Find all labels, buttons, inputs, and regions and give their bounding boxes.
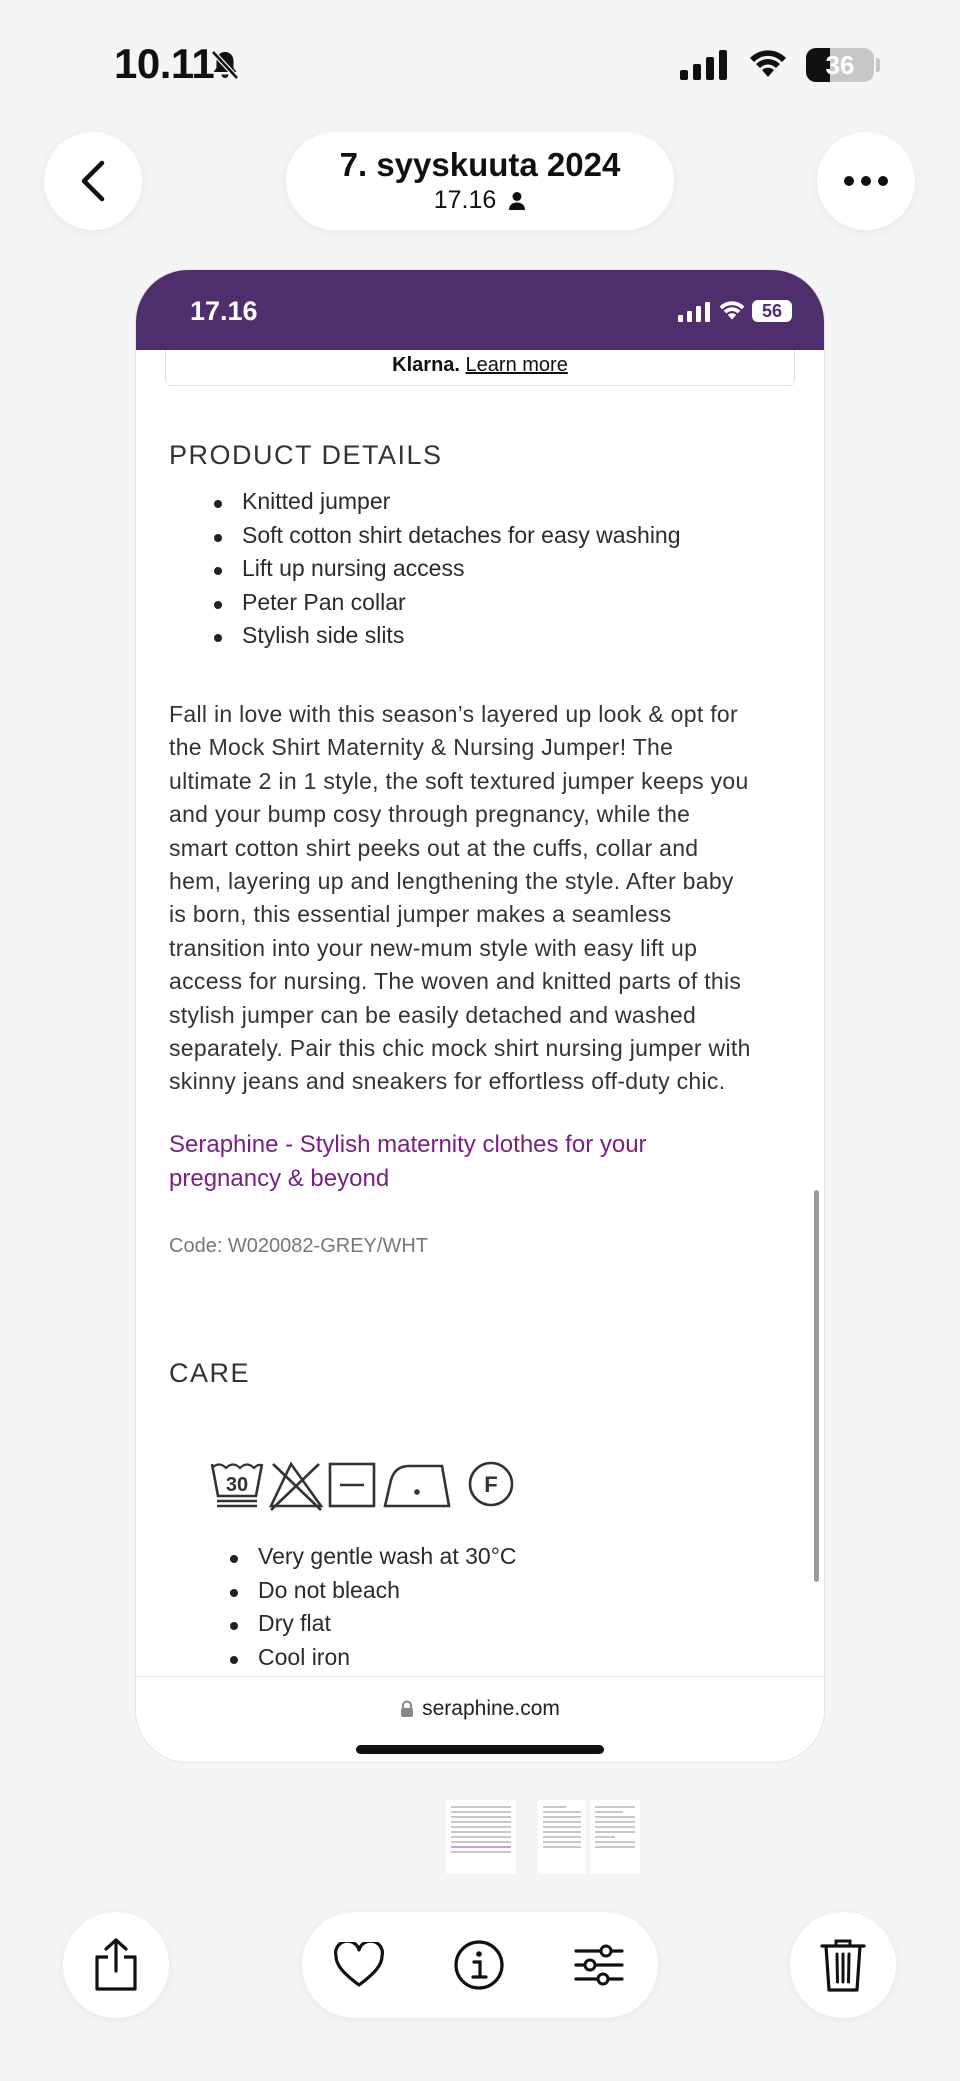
thumbnail-previous[interactable] — [446, 1800, 516, 1874]
product-code: Code: W020082-GREY/WHT — [169, 1235, 428, 1257]
description-line: transition into your new-mum style with easy lift up — [169, 934, 698, 961]
klarna-banner — [165, 350, 795, 386]
dry-flat-icon — [330, 1464, 374, 1506]
info-icon — [453, 1939, 505, 1991]
wash-30-gentle-icon — [212, 1464, 262, 1506]
photo-time: 17.16 — [433, 186, 497, 214]
wifi-icon — [748, 47, 788, 79]
inner-status-bar — [136, 270, 824, 350]
cool-iron-icon — [385, 1466, 449, 1506]
description-line: stylish jumper can be easily detached and washed — [169, 1001, 697, 1028]
klarna-logo: Klarna. — [392, 354, 460, 376]
bell-slash-icon — [208, 48, 242, 82]
product-description — [169, 698, 799, 1099]
description-line: the Mock Shirt Maternity & Nursing Jumper! The — [169, 734, 674, 761]
url-display[interactable] — [136, 1697, 824, 1721]
more-options-button[interactable] — [817, 132, 915, 230]
description-line: hem, layering up and lengthening the style. After baby — [169, 868, 734, 895]
svg-text:F: F — [484, 1472, 498, 1497]
adjust-button[interactable] — [568, 1934, 630, 1996]
delete-button[interactable] — [790, 1912, 896, 2018]
photo-info-title[interactable] — [286, 132, 674, 230]
inner-signal-icon — [678, 302, 710, 322]
thumbnail-current[interactable] — [538, 1800, 586, 1874]
klarna-learn-more-link[interactable]: Learn more — [465, 354, 568, 376]
care-instruction-item: Do not bleach — [258, 1577, 517, 1611]
person-icon — [508, 191, 526, 211]
dry-clean-f-icon — [470, 1463, 512, 1505]
screenshot-image[interactable] — [136, 270, 824, 1762]
care-instruction-item: Cool iron — [258, 1644, 517, 1677]
photo-date: 7. syyskuuta 2024 — [339, 146, 621, 183]
tagline-line: pregnancy & beyond — [169, 1164, 390, 1192]
share-icon — [93, 1937, 139, 1993]
product-detail-item: Knitted jumper — [242, 488, 681, 522]
description-line: and your bump cosy through pregnancy, while the — [169, 801, 691, 828]
product-detail-item: Peter Pan collar — [242, 589, 681, 623]
heart-icon — [333, 1942, 385, 1988]
svg-text:30: 30 — [225, 1474, 249, 1496]
photo-time-row — [286, 186, 674, 215]
care-heading: CARE — [169, 1358, 251, 1388]
trash-icon — [820, 1937, 866, 1993]
thumbnail-next[interactable] — [590, 1800, 640, 1874]
description-line: ultimate 2 in 1 style, the soft textured jumper keeps you — [169, 767, 749, 794]
description-line: smart cotton shirt peeks out at the cuffs, collar and — [169, 834, 699, 861]
tagline-line: Seraphine - Stylish maternity clothes for your — [169, 1131, 647, 1158]
care-instructions-list — [258, 1543, 517, 1676]
description-line: separately. Pair this chic mock shirt nursing jumper with — [169, 1035, 751, 1062]
inner-status-time: 17.16 — [190, 296, 258, 326]
info-button[interactable] — [448, 1934, 510, 1996]
product-detail-item: Lift up nursing access — [242, 555, 681, 589]
description-line: is born, this essential jumper makes a seamless — [169, 901, 672, 928]
cellular-signal-icon — [680, 50, 730, 80]
lock-icon — [400, 1700, 414, 1718]
share-button[interactable] — [63, 1912, 169, 2018]
description-line: skinny jeans and sneakers for effortless off-duty chic. — [169, 1068, 726, 1095]
description-line: Fall in love with this season’s layered up look & opt for — [169, 701, 738, 727]
care-symbols — [209, 1458, 529, 1518]
inner-wifi-icon — [718, 299, 746, 321]
do-not-bleach-icon — [271, 1464, 321, 1510]
battery-percent: 36 — [825, 50, 855, 80]
browser-url-bar[interactable] — [136, 1676, 824, 1762]
photo-action-group — [302, 1912, 658, 2018]
status-time: 10.11 — [114, 40, 215, 87]
product-details-list — [242, 488, 681, 656]
home-indicator — [356, 1745, 604, 1754]
web-page-content[interactable] — [136, 350, 824, 1676]
chevron-left-icon — [76, 159, 110, 203]
url-text: seraphine.com — [422, 1697, 560, 1720]
ellipsis-icon — [843, 175, 889, 187]
back-button[interactable] — [44, 132, 142, 230]
product-detail-item: Stylish side slits — [242, 622, 681, 656]
care-instruction-item: Very gentle wash at 30°C — [258, 1543, 517, 1577]
product-detail-item: Soft cotton shirt detaches for easy washing — [242, 522, 681, 556]
page-scrollbar[interactable] — [814, 1190, 819, 1582]
inner-battery: 56 — [752, 300, 792, 322]
description-line: access for nursing. The woven and knitted parts of this — [169, 968, 742, 995]
battery-indicator — [806, 48, 874, 82]
product-details-heading: PRODUCT DETAILS — [169, 440, 443, 470]
favorite-button[interactable] — [328, 1934, 390, 1996]
brand-tagline-link[interactable] — [169, 1128, 729, 1195]
care-instruction-item: Dry flat — [258, 1610, 517, 1644]
device-status-bar — [0, 0, 960, 130]
battery-nub — [876, 58, 880, 72]
adjust-icon — [573, 1943, 625, 1987]
